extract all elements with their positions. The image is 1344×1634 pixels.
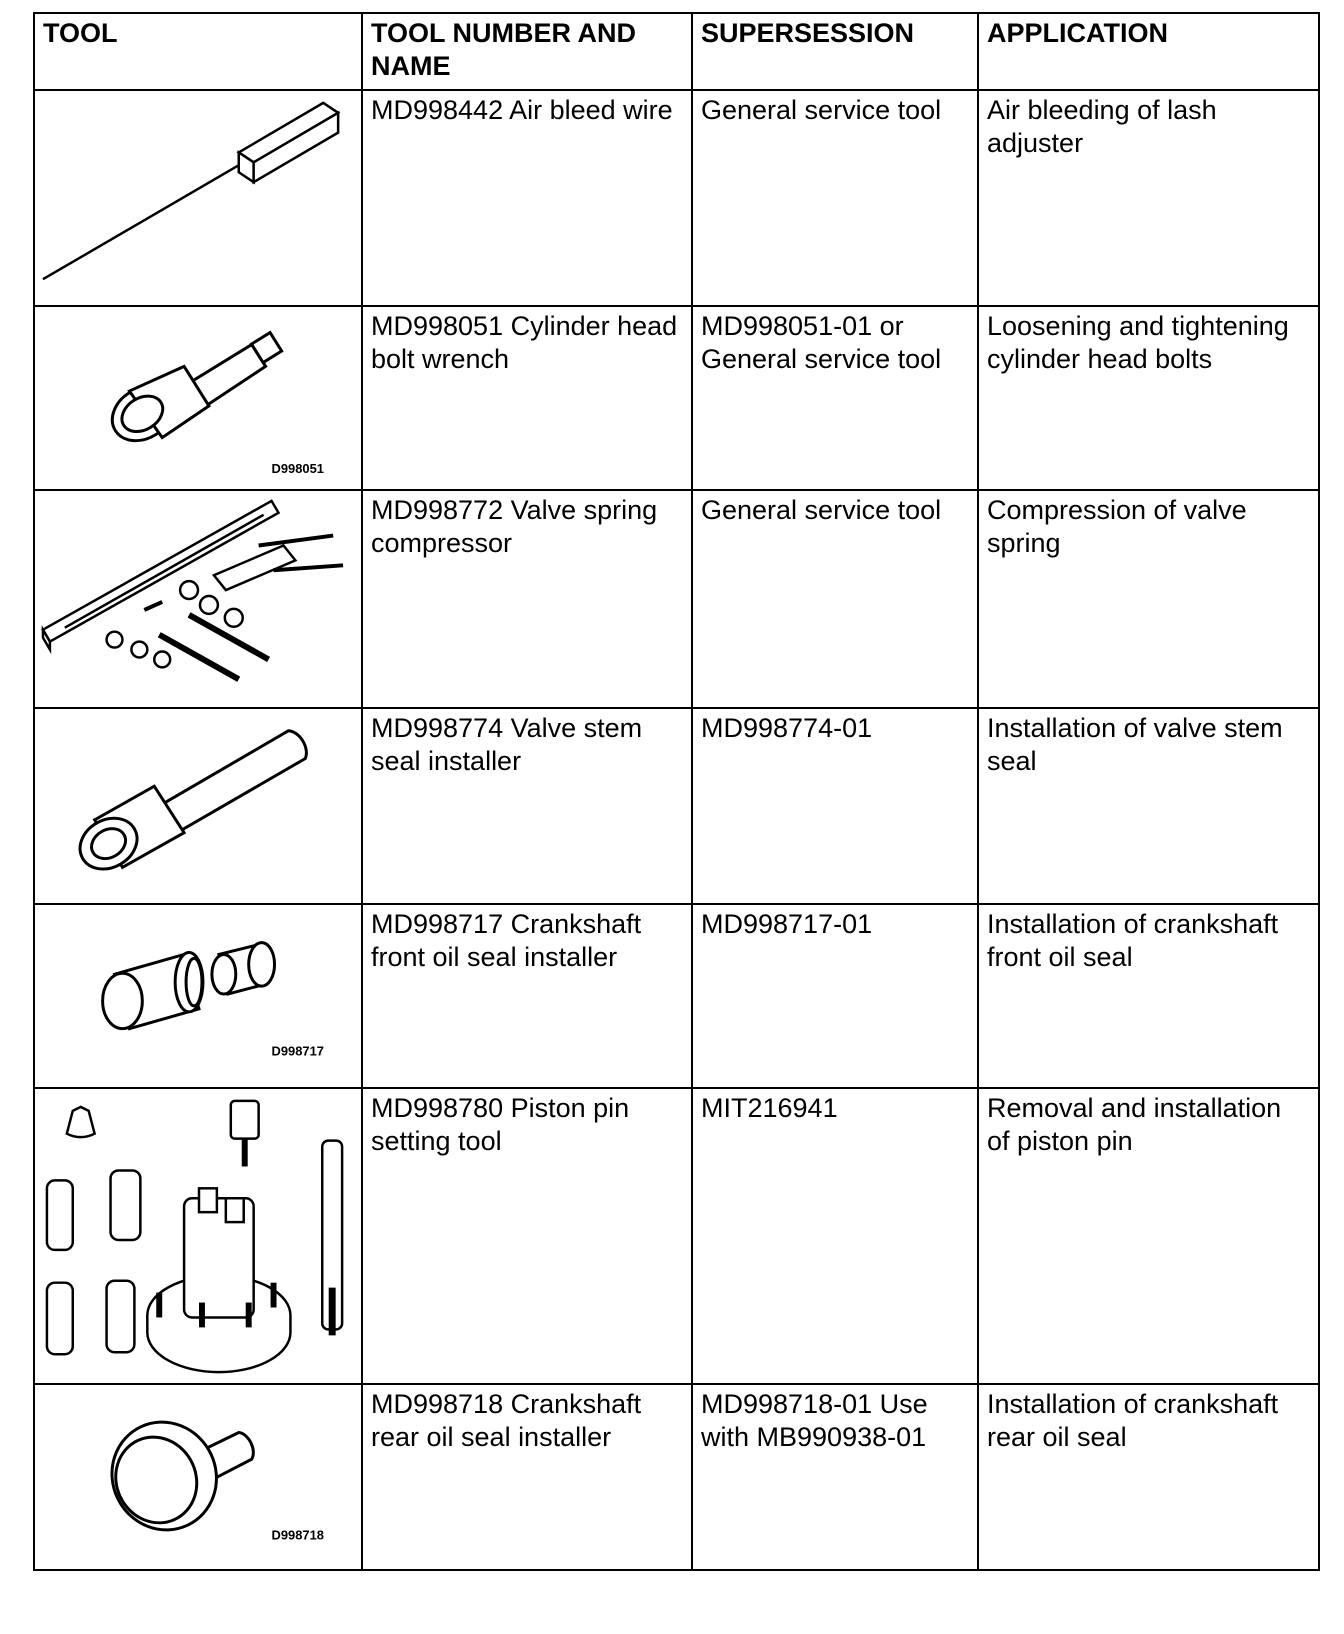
- supersession: MD998717-01: [692, 904, 978, 1088]
- image-code-label: D998717: [271, 1043, 324, 1059]
- application: Loosening and tightening cylinder head bolts: [978, 306, 1319, 490]
- valve-spring-compressor-icon: [35, 491, 361, 707]
- special-tools-table: [33, 12, 1320, 1571]
- rear-oil-seal-installer-icon: [35, 1385, 361, 1569]
- application: Compression of valve spring: [978, 490, 1319, 708]
- supersession: MD998051-01 or General service tool: [692, 306, 978, 490]
- header-row: [34, 13, 1319, 90]
- piston-pin-setting-tool-icon: [35, 1089, 361, 1383]
- tool-number-name: MD998718 Crankshaft rear oil seal installer: [362, 1384, 692, 1570]
- tool-image-cell: [34, 490, 362, 708]
- table-row: [34, 904, 1319, 1088]
- table-row: [34, 708, 1319, 904]
- tool-image-cell: [34, 904, 362, 1088]
- table-row: [34, 490, 1319, 708]
- tool-number-name: MD998772 Valve spring compressor: [362, 490, 692, 708]
- air-bleed-wire-icon: [35, 91, 361, 305]
- table-row: [34, 90, 1319, 306]
- tool-number-name: MD998717 Crankshaft front oil seal installer: [362, 904, 692, 1088]
- table-row: [34, 306, 1319, 490]
- application: Installation of valve stem seal: [978, 708, 1319, 904]
- image-code-label: D998051: [271, 461, 324, 477]
- application: Air bleeding of lash adjuster: [978, 90, 1319, 306]
- application: Installation of crankshaft front oil seal: [978, 904, 1319, 1088]
- tool-number-name: MD998774 Valve stem seal installer: [362, 708, 692, 904]
- front-oil-seal-installer-icon: [35, 905, 361, 1087]
- cylinder-head-bolt-wrench-icon: [35, 307, 361, 489]
- header-supersession: SUPERSESSION: [692, 13, 978, 90]
- header-application: APPLICATION: [978, 13, 1319, 90]
- supersession: MIT216941: [692, 1088, 978, 1384]
- supersession: General service tool: [692, 90, 978, 306]
- tool-number-name: MD998051 Cylinder head bolt wrench: [362, 306, 692, 490]
- image-code-label: D998718: [271, 1527, 324, 1543]
- tool-image-cell: [34, 708, 362, 904]
- tool-image-cell: [34, 1088, 362, 1384]
- tool-image-cell: [34, 1384, 362, 1570]
- tool-image-cell: [34, 306, 362, 490]
- application: Installation of crankshaft rear oil seal: [978, 1384, 1319, 1570]
- header-tool: TOOL: [34, 13, 362, 90]
- supersession: MD998718-01 Use with MB990938-01: [692, 1384, 978, 1570]
- table-row: [34, 1088, 1319, 1384]
- table-row: [34, 1384, 1319, 1570]
- valve-stem-seal-installer-icon: [35, 709, 361, 903]
- header-tool-number-name: TOOL NUMBER AND NAME: [362, 13, 692, 90]
- tool-image-cell: [34, 90, 362, 306]
- application: Removal and installation of piston pin: [978, 1088, 1319, 1384]
- supersession: MD998774-01: [692, 708, 978, 904]
- tool-number-name: MD998442 Air bleed wire: [362, 90, 692, 306]
- tool-number-name: MD998780 Piston pin setting tool: [362, 1088, 692, 1384]
- supersession: General service tool: [692, 490, 978, 708]
